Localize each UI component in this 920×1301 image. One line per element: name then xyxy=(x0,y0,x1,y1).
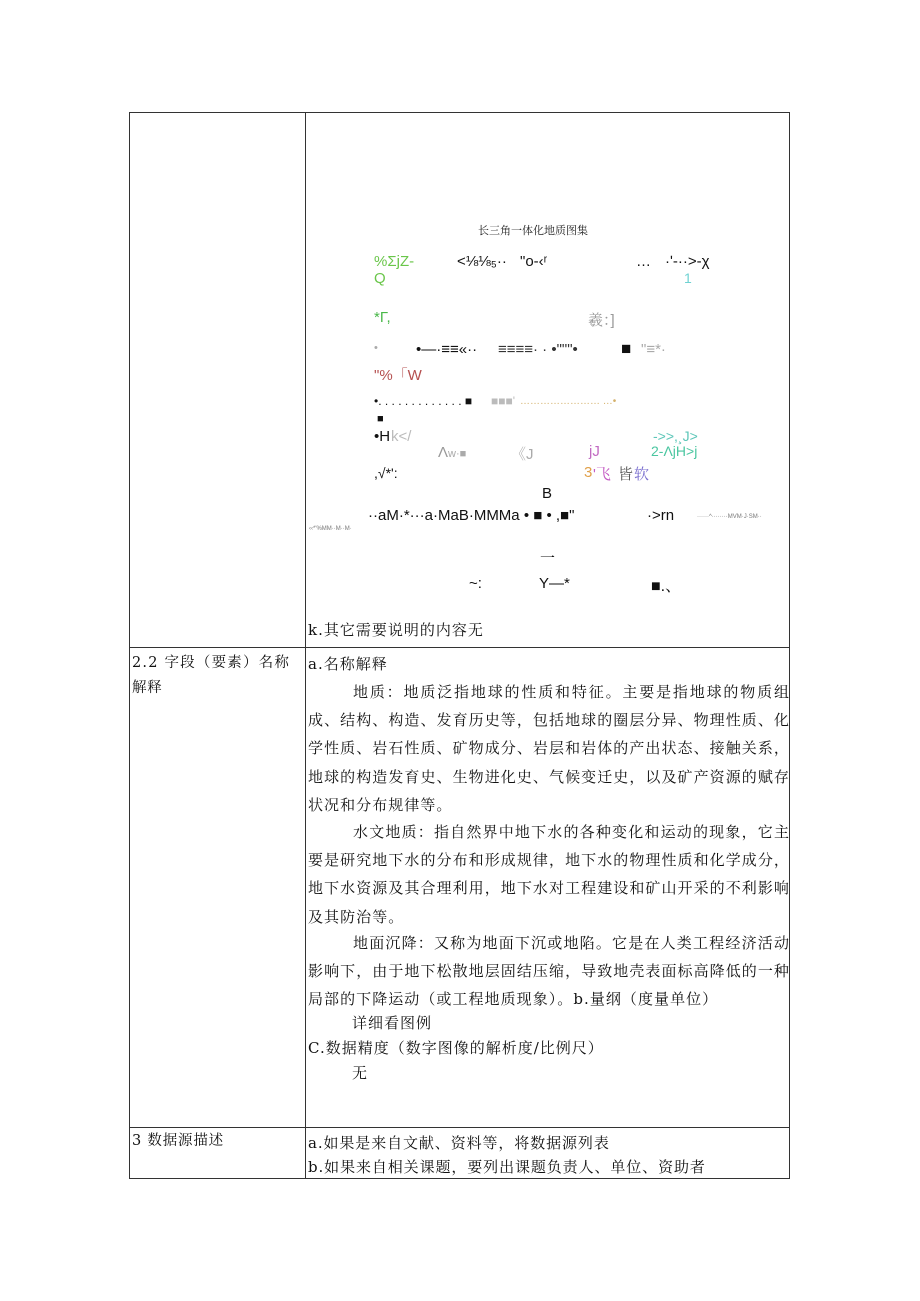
precision-value: 无 xyxy=(352,1064,368,1082)
legend-text: … xyxy=(636,253,651,270)
legend-text: ‹‹*'%MM··M··M· xyxy=(309,526,352,532)
other-notes: k.其它需要说明的内容无 xyxy=(308,621,484,639)
paragraph-hydrogeology: 水文地质：指自然界中地下水的各种变化和运动的现象，它主要是研究地下水的分布和形成规律，地下水的物理性质和化学成分，地下水资源及其合理利用，地下水对工程建设和矿山开采的不利影响及其防治等。 xyxy=(308,823,790,926)
legend-text: jJ xyxy=(589,443,600,460)
legend-text: ->>,¸J> xyxy=(653,428,698,444)
legend-text: 羲：] xyxy=(588,312,615,329)
paragraph-geology: 地质：地质泛指地球的性质和特征。主要是指地球的物质组成、结构、构造、发育历史等，包括地球的圈层分异、物理性质、化学性质、岩石性质、矿物成分、岩层和岩体的产出状态、接触关系，地球的构造发育史、生物进化史、气候变迁史，以及矿产资源的赋存状况和分布规律等。 xyxy=(308,683,790,814)
legend-text: 软 xyxy=(634,466,650,483)
legend-text: Y—* xyxy=(539,575,570,592)
legend-text: ·>rn xyxy=(647,507,675,524)
legend-text: "o-‹ʳ xyxy=(520,253,548,270)
map-title: 长三角一体化地质图集 xyxy=(478,225,588,237)
column-divider xyxy=(305,112,306,1179)
dimension-note: 详细看图例 xyxy=(352,1014,433,1032)
legend-text: 一 xyxy=(540,550,556,567)
legend-text: Λ xyxy=(438,444,449,461)
legend-swatch: ■ xyxy=(621,339,632,358)
legend-text: "%「W xyxy=(374,367,422,384)
row-divider xyxy=(129,1127,790,1128)
legend-text: Q xyxy=(374,270,386,287)
legend-text: ,√*': xyxy=(374,465,398,481)
legend-text: 《J xyxy=(511,446,534,463)
paragraph-subsidence: 地面沉降：又称为地面下沉或地陷。它是在人类工程经济活动影响下，由于地下松散地层固结压缩，导致地壳表面标高降低的一种局部的下降运动（或工程地质现象）。b.量纲（度量单位） xyxy=(308,934,790,1009)
legend-text: ······^········MVM·J·SM·· xyxy=(697,514,762,520)
row-divider xyxy=(129,647,790,648)
legend-text: •—·≡≡«·· xyxy=(416,341,478,358)
legend-text: %ΣjZ- xyxy=(374,253,415,270)
row-label: 2.2 字段（要素）名称 xyxy=(132,655,291,671)
legend-text: w·■ xyxy=(448,448,467,460)
legend-text: '飞 xyxy=(593,466,611,483)
legend-text: 3 xyxy=(584,464,593,481)
legend-swatch: ■ xyxy=(377,413,384,425)
source-line: a.如果是来自文献、资料等，将数据源列表 xyxy=(308,1134,610,1152)
legend-text: 皆 xyxy=(618,466,634,483)
legend-text: ·ʹ-··>-χ xyxy=(665,253,710,270)
legend-text: ■■■' xyxy=(491,394,516,408)
legend-text: B xyxy=(542,485,553,502)
legend-text: ≡≡≡≡· · •"""• xyxy=(498,341,578,358)
legend-text: ··aM·*···a·MaB·MMMa • ■ • ,■" xyxy=(368,507,575,524)
section-heading: a.名称解释 xyxy=(308,655,388,673)
legend-text: ~: xyxy=(469,575,482,592)
legend-text: 2-ΛjH>j xyxy=(651,443,698,459)
section-heading: C.数据精度（数字图像的解析度/比例尺） xyxy=(308,1039,604,1057)
source-line: b.如果来自相关课题，要列出课题负责人、单位、资助者 xyxy=(308,1158,706,1176)
legend-text: "≡*· xyxy=(641,341,666,358)
legend-text: ■.、 xyxy=(651,578,682,595)
legend-text: <⅛⅛₅·· xyxy=(457,253,507,270)
legend-text: • xyxy=(374,342,378,354)
legend-text: 1 xyxy=(684,270,692,286)
legend-text: …………………… …• xyxy=(520,396,617,407)
legend-text: •H xyxy=(374,428,391,445)
row-label: 3 数据源描述 xyxy=(132,1133,224,1149)
legend-text: k</ xyxy=(391,428,412,445)
legend-text: •. . . . . . . . . . . . . ■ xyxy=(374,394,473,408)
legend-text: *Γ, xyxy=(374,309,391,326)
row-label-cont: 解释 xyxy=(132,680,163,696)
